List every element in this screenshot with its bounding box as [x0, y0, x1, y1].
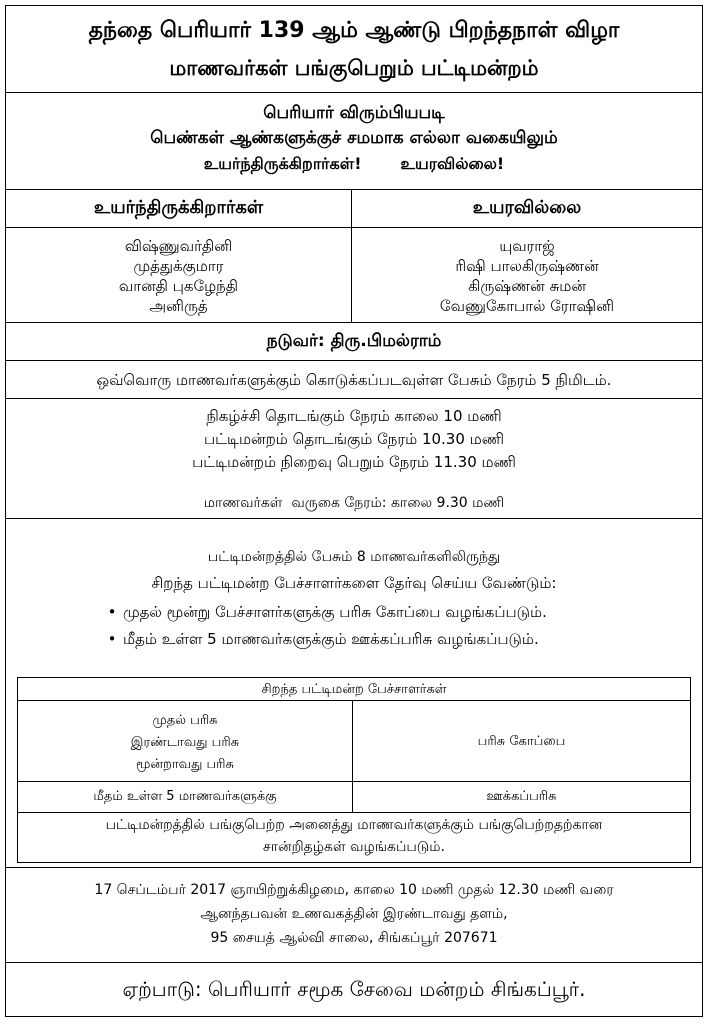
venue-date-time: 17 செப்டம்பர் 2017 ஞாயிற்றுக்கிழமை, காலை 10 மணி முதல் 12.30 மணி வரை: [94, 882, 614, 898]
list-item: விஷ்ணுவர்தினி: [124, 237, 233, 255]
header-section: [6, 6, 702, 93]
list-item: வேணுகோபால் ரோஷினி: [439, 297, 615, 315]
list-item: வானதி புகழேந்தி: [118, 277, 239, 295]
moderator-section: [6, 323, 702, 361]
venue-building: ஆனந்தபவன் உணவகத்தின் இரண்டாவது தளம்,: [200, 906, 508, 922]
team-negative-heading: உயரவில்லை: [472, 197, 582, 218]
selection-line-1: பட்டிமன்றத்தில் பேசும் 8 மாணவர்களிலிருந்து: [207, 549, 501, 565]
prize-rest-award: ஊக்கப்பரிசு: [486, 789, 557, 804]
list-item: மூன்றாவது பரிசு: [135, 757, 234, 772]
list-item: முத்துக்குமார: [133, 257, 224, 275]
certificate-line-2: சான்றிதழ்கள் வழங்கப்படும்.: [262, 839, 446, 855]
schedule-debate-end: பட்டிமன்றம் நிறைவு பெறும் நேரம் 11.30 மணி: [192, 453, 516, 471]
prize-table: [17, 677, 691, 863]
venue-section: [6, 868, 702, 963]
certificate-line-1: பட்டிமன்றத்தில் பங்குபெற்ற அனைத்து மாணவர்களுக்கும் பங்குபெற்றதற்கான: [105, 817, 603, 833]
selection-section: [6, 519, 702, 868]
team-headings: [6, 190, 702, 228]
event-title: தந்தை பெரியார் 139 ஆம் ஆண்டு பிறந்தநாள் விழா: [88, 18, 620, 43]
arrival-time: மாணவர்கள் வருகை நேரம்: காலை 9.30 மணி: [203, 495, 505, 511]
schedule-start: நிகழ்ச்சி தொடங்கும் நேரம் காலை 10 மணி: [206, 407, 502, 425]
venue-address: 95 சையத் ஆல்வி சாலை, சிங்கப்பூர் 207671: [210, 930, 498, 946]
list-item: அனிருத்: [149, 297, 208, 315]
organizer: ஏற்பாடு: பெரியார் சமூக சேவை மன்றம் சிங்கப்பூர்.: [122, 977, 586, 1001]
list-item: இரண்டாவது பரிசு: [130, 735, 240, 750]
prize-places-award: பரிசு கோப்பை: [477, 734, 566, 749]
selection-line-2: சிறந்த பட்டிமன்ற பேச்சாளர்களை தேர்வு செய்ய வேண்டும்:: [151, 574, 557, 592]
flyer: [5, 5, 703, 1017]
bullet-item: • மீதம் உள்ள 5 மாணவர்களுக்கும் ஊக்கப்பரிசு வழங்கப்படும்.: [107, 630, 539, 648]
team-negative-list: [352, 236, 702, 316]
team-members: [6, 228, 702, 323]
speaking-time-section: [6, 361, 702, 399]
speaking-time: ஒவ்வொரு மாணவர்களுக்கும் கொடுக்கப்படவுள்ள பேசும் நேரம் 5 நிமிடம்.: [96, 371, 612, 389]
schedule-section: [6, 399, 702, 519]
list-item: கிருஷ்ணன் சுமன்: [468, 277, 586, 295]
prize-places: [18, 710, 352, 776]
team-affirmative-list: [6, 236, 351, 316]
topic-line-1: பெரியார் விரும்பியபடி: [263, 103, 445, 123]
list-item: ரிஷி பாலகிருஷ்ணன்: [455, 257, 599, 275]
moderator: நடுவர்: திரு.பிமல்ராம்: [266, 331, 442, 351]
prize-rest: மீதம் உள்ள 5 மாணவர்களுக்கு: [93, 789, 277, 804]
topic-line-2: பெண்கள் ஆண்களுக்குச் சமமாக எல்லா வகையிலும்: [150, 128, 558, 148]
schedule-debate-start: பட்டிமன்றம் தொடங்கும் நேரம் 10.30 மணி: [203, 430, 505, 448]
bullet-item: • முதல் மூன்று பேச்சாளர்களுக்கு பரிசு கோப்பை வழங்கப்படும்.: [107, 603, 547, 621]
topic-section: [6, 93, 702, 190]
team-affirmative-heading: உயர்ந்திருக்கிறார்கள்: [93, 197, 264, 218]
organizer-section: [6, 963, 702, 1016]
list-item: முதல் பரிசு: [152, 713, 218, 728]
topic-line-3: உயர்ந்திருக்கிறார்கள்! உயரவில்லை!: [203, 154, 505, 173]
prize-table-heading: சிறந்த பட்டிமன்ற பேச்சாளர்கள்: [261, 682, 447, 697]
event-subtitle: மாணவர்கள் பங்குபெறும் பட்டிமன்றம்: [169, 56, 539, 80]
list-item: யுவராஜ்: [499, 237, 555, 255]
